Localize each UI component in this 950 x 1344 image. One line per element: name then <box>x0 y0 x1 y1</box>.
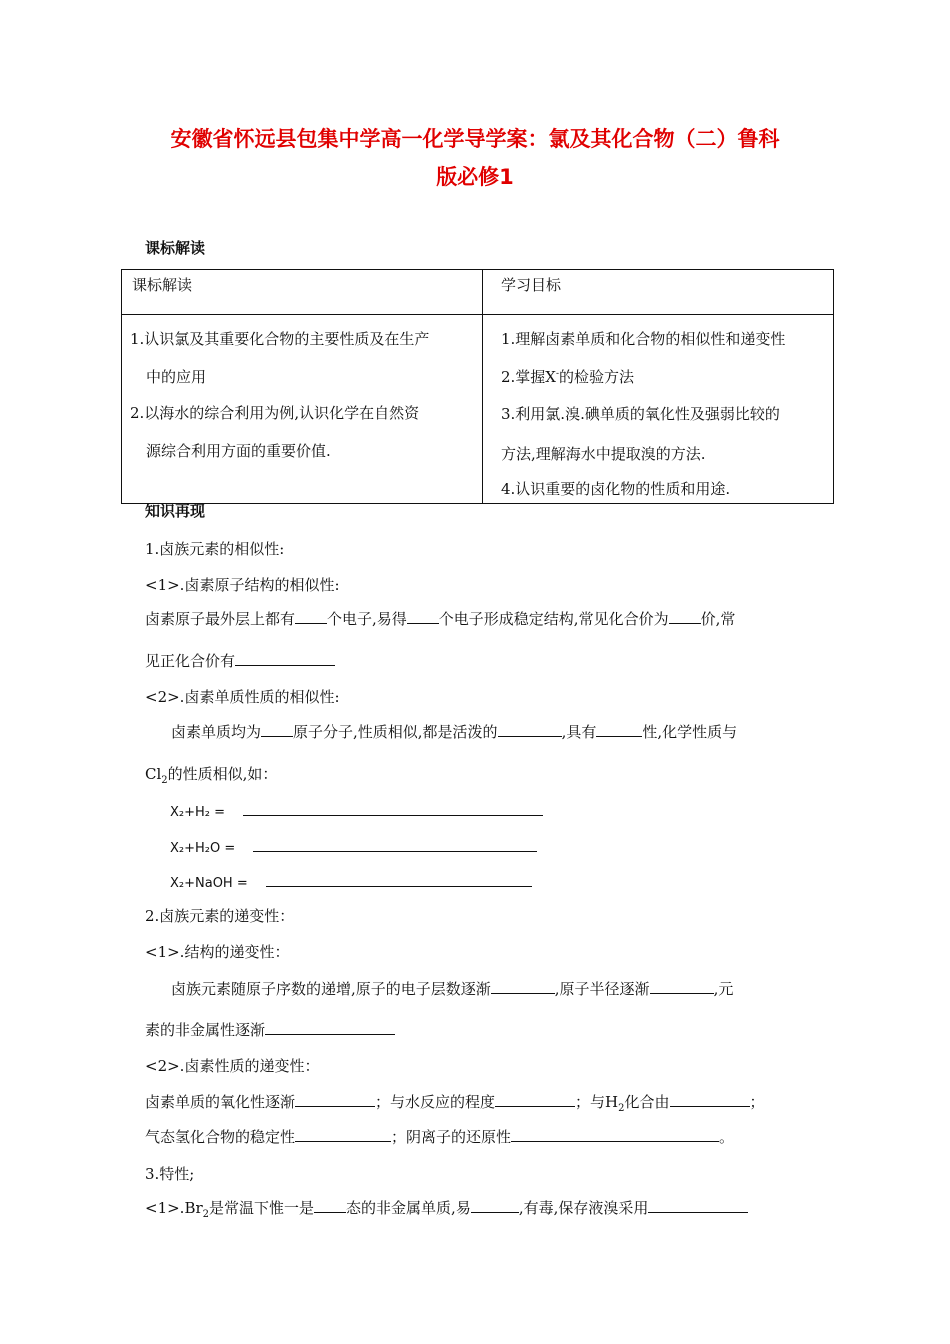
table-cell-curriculum <box>122 315 483 504</box>
blank <box>511 1127 719 1142</box>
curriculum-item-2b: 源综合利用方面的重要价值. <box>146 442 331 460</box>
goal-item-3a: 3.利用氯.溴.碘单质的氧化性及强弱比较的 <box>501 405 780 423</box>
s1-paragraph-1: 卤素原子最外层上都有 个电子,易得 个电子形成稳定结构,常见化合价为 价,常 <box>145 610 736 628</box>
blank <box>498 722 562 737</box>
table-header-curriculum: 课标解读 <box>122 270 483 315</box>
goal-item-4: 4.认识重要的卤化物的性质和用途. <box>501 480 731 498</box>
blank <box>265 1020 395 1035</box>
page-title-line2: 版必修1 <box>436 165 514 189</box>
blank <box>648 1198 748 1213</box>
blank <box>670 1092 750 1107</box>
blank <box>235 651 335 666</box>
page-title-line1: 安徽省怀远县包集中学高一化学导学案：氯及其化合物（二）鲁科 <box>170 127 780 151</box>
blank <box>261 722 293 737</box>
s2-paragraph-1: 卤族元素随原子序数的递增,原子的电子层数逐渐 ,原子半径逐渐 ,元 <box>171 980 734 998</box>
blank <box>407 609 439 624</box>
s1-sub2: <2>.卤素单质性质的相似性: <box>145 688 340 706</box>
blank <box>314 1198 346 1213</box>
curriculum-item-1b: 中的应用 <box>146 368 207 386</box>
blank <box>295 609 327 624</box>
blank <box>266 872 532 887</box>
s3-paragraph-1: $<1>.Br_2$是常温下惟一是 态的非金属单质,易 ,有毒,保存液溴采用 <box>145 1197 748 1220</box>
s1-paragraph-2: 卤素单质均为 原子分子,性质相似,都是活泼的 ,具有 性,化学性质与 <box>171 723 738 741</box>
blank <box>243 801 543 816</box>
blank <box>596 722 642 737</box>
curriculum-goals-table <box>121 269 834 504</box>
table-header-goals: 学习目标 <box>483 270 834 315</box>
curriculum-item-2a: 2.以海水的综合利用为例,认识化学在自然资 <box>130 404 420 422</box>
curriculum-item-1a: 1.认识氯及其重要化合物的主要性质及在生产 <box>130 330 430 348</box>
s2-paragraph-3: 气态氢化合物的稳定性 ；阴离子的还原性 。 <box>145 1128 735 1146</box>
section-heading-curriculum: 课标解读 <box>145 239 206 257</box>
s2-sub2: <2>.卤素性质的递变性： <box>145 1057 320 1075</box>
equation-3: X₂+NaOH = <box>170 872 532 891</box>
s1-paragraph-1-cont: 见正化合价有 <box>145 650 335 671</box>
goal-item-3b: 方法,理解海水中提取溴的方法. <box>501 445 706 463</box>
blank <box>650 979 714 994</box>
blank <box>471 1198 519 1213</box>
s2-heading: 2.卤族元素的递变性： <box>145 907 295 925</box>
s1-heading: 1.卤族元素的相似性: <box>145 540 285 558</box>
equation-1: X₂+H₂ = <box>170 801 543 820</box>
blank <box>495 1092 575 1107</box>
blank <box>669 609 701 624</box>
blank <box>253 837 537 852</box>
s2-sub1: <1>.结构的递变性： <box>145 943 290 961</box>
s3-heading: 3.特性; <box>145 1165 195 1183</box>
section-heading-knowledge: 知识再现 <box>145 502 206 520</box>
equation-2: X₂+H₂O = <box>170 837 537 856</box>
goal-item-2: 2.掌握X-的检验方法 <box>501 368 635 386</box>
blank <box>295 1127 391 1142</box>
s1-sub1: <1>.卤素原子结构的相似性: <box>145 576 340 594</box>
goal-item-1: 1.理解卤素单质和化合物的相似性和递变性 <box>501 330 786 348</box>
s2-paragraph-2: 卤素单质的氧化性逐渐 ；与水反应的程度 ；与$H_2$化合由 ； <box>145 1093 765 1114</box>
s1-paragraph-2-cont: $Cl_2$的性质相似,如： <box>145 765 278 786</box>
s2-paragraph-1-cont: 素的非金属性逐渐 <box>145 1019 395 1040</box>
table-cell-goals <box>483 315 834 504</box>
blank <box>295 1092 375 1107</box>
blank <box>491 979 555 994</box>
